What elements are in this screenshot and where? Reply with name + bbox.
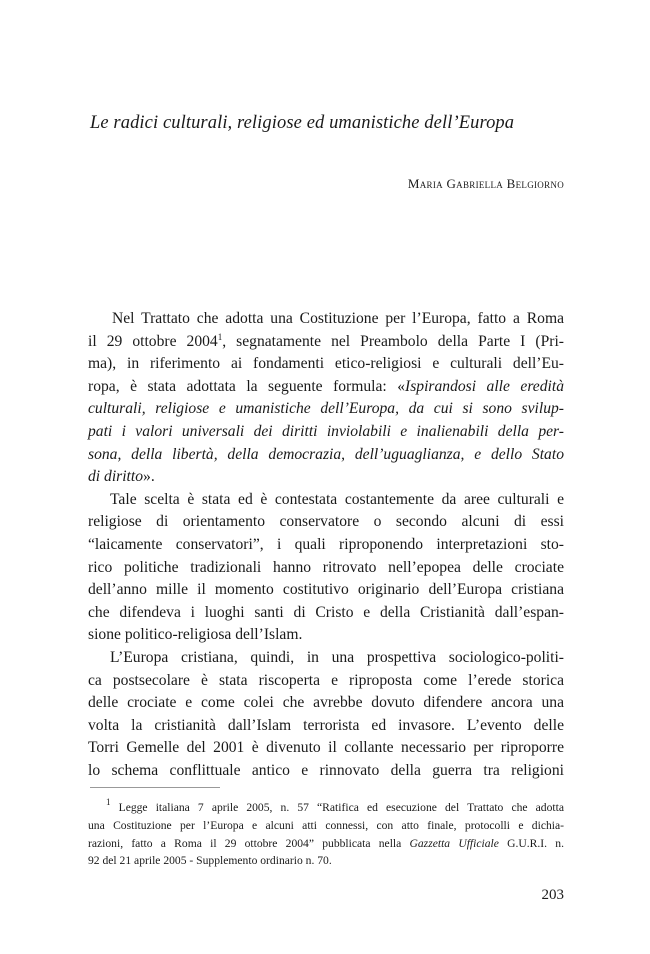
text-span: razioni, fatto a Roma il 29 ottobre 2004” pubblicata nella <box>88 836 410 850</box>
footnote-divider <box>90 787 220 788</box>
text-line <box>88 376 564 399</box>
text-line: religiose di orientamento conservatore o secondo alcuni di essi <box>88 513 564 531</box>
footnote-marker: 1 <box>106 797 111 807</box>
text-line: dell’anno mille il momento costitutivo originario dell’Europa cristiana <box>88 581 564 599</box>
text-line: delle crociate e come colei che avrebbe dovuto difendere ancora una <box>88 694 564 712</box>
footnote-ref[interactable]: 1 <box>217 331 223 342</box>
text-line: sione politico-religiosa dell’Islam. <box>88 626 303 644</box>
paragraph-2 <box>88 489 564 647</box>
text-line: “laicamente conservatori”, i quali riproponendo interpretazioni sto- <box>88 535 564 553</box>
text-line: Torri Gemelle del 2001 è divenuto il collante necessario per riproporre <box>88 739 564 757</box>
text-line: ca postsecolare è stata riscoperta e riproposta come l’erede storica <box>88 671 564 689</box>
text-line: Tale scelta è stata ed è contestata costantemente da aree culturali e <box>110 490 564 508</box>
text-line: rico politiche tradizionali hanno ritrovato nell’epopea delle crociate <box>88 558 564 576</box>
text-span: ». <box>143 468 155 486</box>
quote-line: sona, della libertà, della democrazia, dell’uguaglianza, e dello Stato <box>88 445 564 463</box>
text-line: lo schema conflittuale antico e rinnovato della guerra tra religioni <box>88 761 564 779</box>
text-span: , segnatamente nel Preambolo della Parte I (Pri- <box>222 332 564 350</box>
text-line: L’Europa cristiana, quindi, in una prospettiva sociologico-politi- <box>110 648 564 666</box>
text-span: G.U.R.I. n. <box>498 836 564 850</box>
text-span: ropa, è stata adottata la seguente formula: « <box>88 377 406 395</box>
text-line: che difendeva i luoghi santi di Cristo e della Cristianità dall’espan- <box>88 603 564 621</box>
text-line <box>88 331 564 354</box>
paragraph-1 <box>88 308 564 489</box>
text-line: volta la cristianità dall’Islam terrorista ed invasore. L’evento delle <box>88 716 564 734</box>
page-number: 203 <box>541 887 564 903</box>
quote-line: pati i valori universali dei diritti inviolabili e inalienabili della per- <box>88 422 564 440</box>
quote-span: Ispirandosi alle eredità <box>405 377 564 395</box>
article-title: Le radici culturali, religiose ed umanistiche dell’Europa <box>90 113 515 133</box>
text-line <box>88 466 564 489</box>
footnote <box>88 799 564 870</box>
paragraph-3 <box>88 647 564 783</box>
text-line: Nel Trattato che adotta una Costituzione per l’Europa, fatto a Roma <box>112 310 564 327</box>
footnote-line <box>88 835 564 853</box>
text-span: Legge italiana 7 aprile 2005, n. 57 “Ratifica ed esecuzione del Trattato che adotta <box>110 801 564 814</box>
article-body <box>88 308 564 782</box>
quote-span: di diritto <box>88 468 144 486</box>
footnote-line: una Costituzione per l’Europa e alcuni atti connessi, con atto finale, protocolli e dichia- <box>88 818 564 832</box>
footnote-line <box>88 799 564 817</box>
journal-name: Gazzetta Ufficiale <box>409 836 499 850</box>
author-name: Maria Gabriella Belgiorno <box>407 176 564 191</box>
quote-line: culturali, religiose e umanistiche dell’Europa, da cui si sono svilup- <box>88 400 564 418</box>
text-line: ma), in riferimento ai fondamenti etico-religiosi e culturali dell’Eu- <box>88 355 564 373</box>
text-span: il 29 ottobre 2004 <box>88 332 218 350</box>
footnote-line: 92 del 21 aprile 2005 - Supplemento ordinario n. 70. <box>88 854 332 868</box>
